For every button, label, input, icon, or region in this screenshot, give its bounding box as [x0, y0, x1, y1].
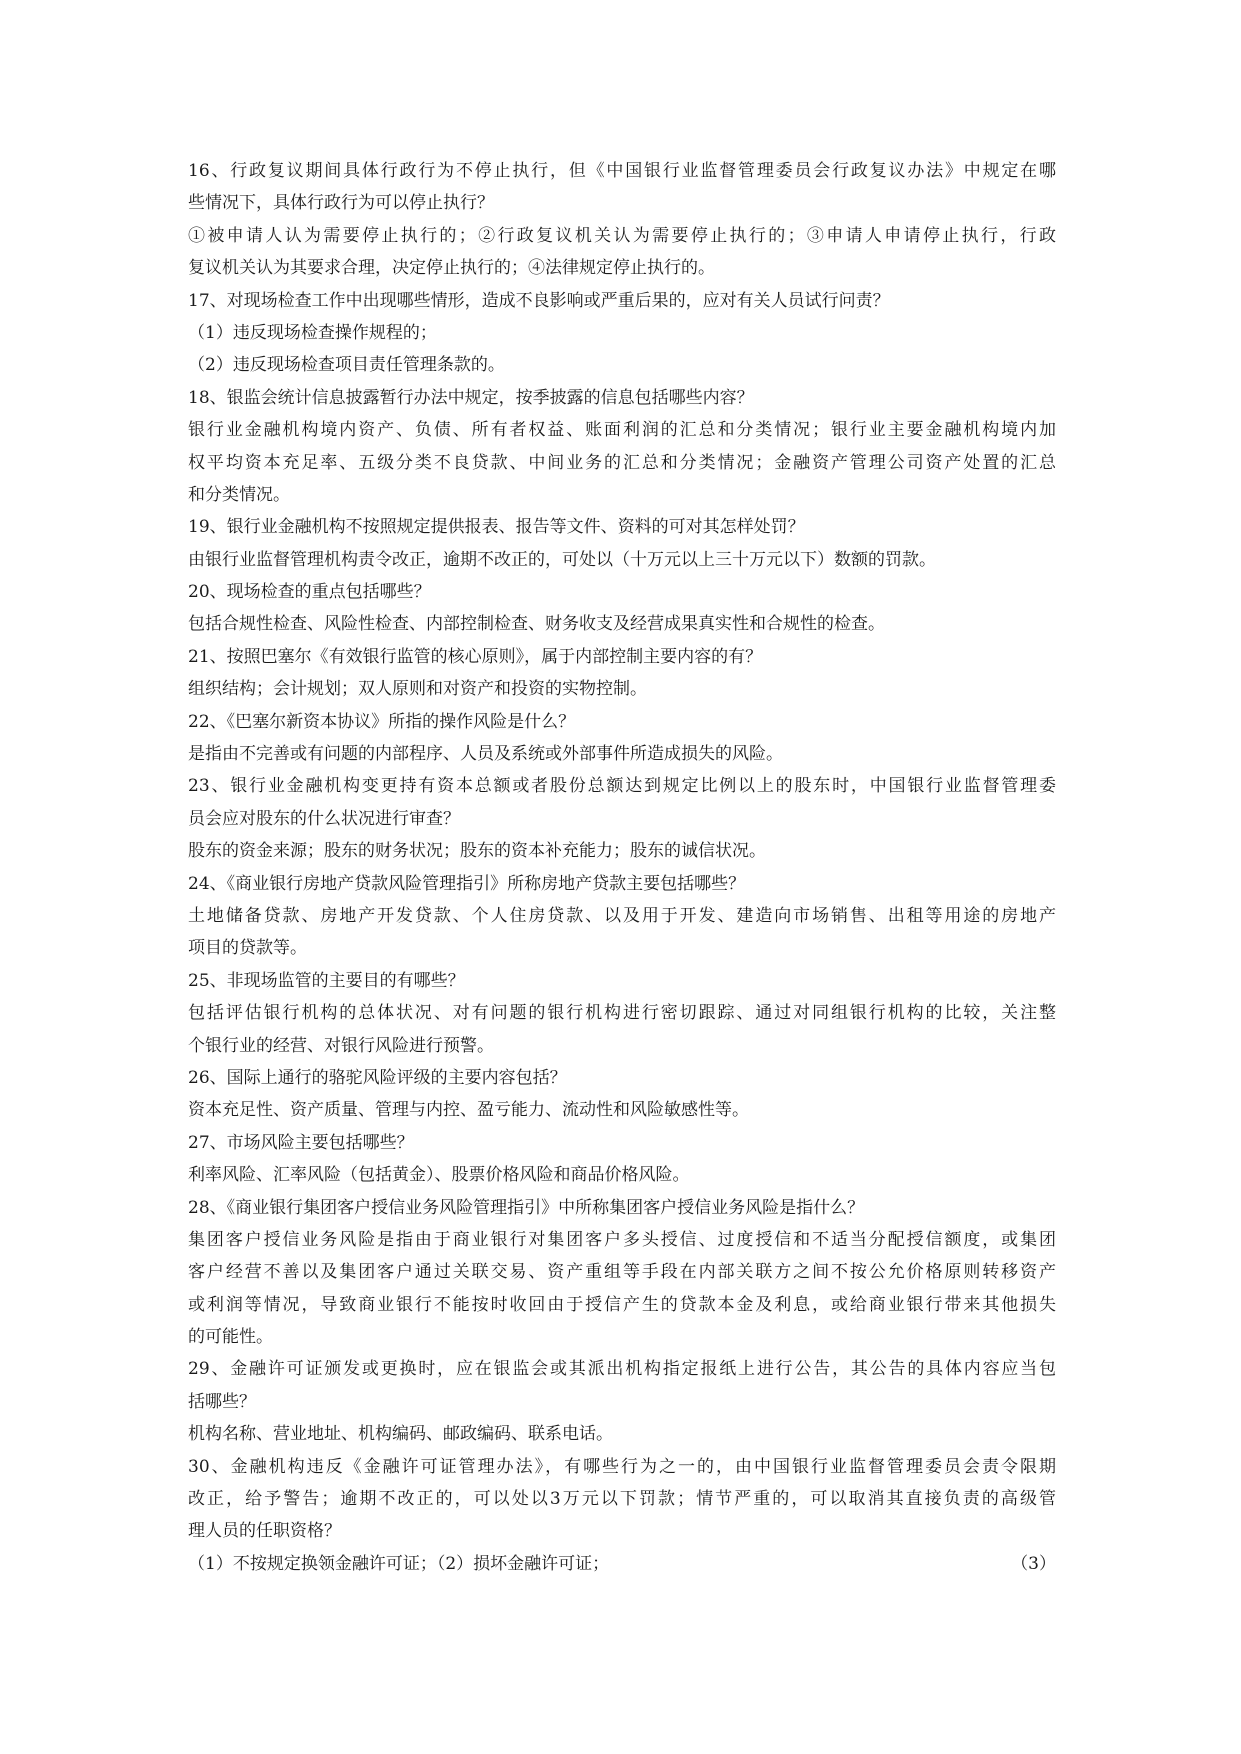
text-line: 股东的资金来源；股东的财务状况；股东的资本补充能力；股东的诚信状况。	[188, 841, 766, 862]
text-line: 16、行政复议期间具体行政行为不停止执行，但《中国银行业监督管理委员会行政复议办法》中规定在哪	[188, 161, 1056, 181]
text-line: 资本充足性、资产质量、管理与内控、盈亏能力、流动性和风险敏感性等。	[188, 1100, 749, 1121]
text-line-split	[188, 1548, 1056, 1580]
text-line: 项目的贷款等。	[188, 938, 307, 959]
text-line: 29、金融许可证颁发或更换时，应在银监会或其派出机构指定报纸上进行公告，其公告的具体内容应当包	[188, 1359, 1056, 1380]
text-line-right: （3）	[1011, 1553, 1056, 1574]
text-line: 21、按照巴塞尔《有效银行监管的核心原则》，属于内部控制主要内容的有？	[188, 646, 763, 667]
text-line: 或利润等情况，导致商业银行不能按时收回由于授信产生的贷款本金及利息，或给商业银行带来其他损失	[188, 1294, 1056, 1315]
text-line: 银行业金融机构境内资产、负债、所有者权益、账面利润的汇总和分类情况；银行业主要金融机构境内加	[188, 420, 1056, 441]
text-line: 25、非现场监管的主要目的有哪些？	[188, 970, 465, 991]
text-line: 30、金融机构违反《金融许可证管理办法》，有哪些行为之一的，由中国银行业监督管理委员会责令限期	[188, 1456, 1056, 1477]
text-line: 19、银行业金融机构不按照规定提供报表、报告等文件、资料的可对其怎样处罚？	[188, 517, 805, 538]
text-line: 18、银监会统计信息披露暂行办法中规定，按季披露的信息包括哪些内容？	[188, 387, 754, 408]
text-line: 23、银行业金融机构变更持有资本总额或者股份总额达到规定比例以上的股东时，中国银行业监督管理委	[188, 776, 1056, 797]
text-line: 22、《巴塞尔新资本协议》所指的操作风险是什么？	[188, 711, 576, 732]
text-line: 改正，给予警告；逾期不改正的，可以处以3万元以下罚款；情节严重的，可以取消其直接负责的高级管	[188, 1489, 1056, 1510]
text-line: （2）违反现场检查项目责任管理条款的。	[188, 355, 505, 376]
text-line: 17、对现场检查工作中出现哪些情形，造成不良影响或严重后果的，应对有关人员试行问责？	[188, 290, 890, 311]
text-line: 客户经营不善以及集团客户通过关联交易、资产重组等手段在内部关联方之间不按公允价格原则转移资产	[188, 1262, 1056, 1283]
text-line: 机构名称、营业地址、机构编码、邮政编码、联系电话。	[188, 1424, 613, 1445]
text-line: 24、《商业银行房地产贷款风险管理指引》所称房地产贷款主要包括哪些？	[188, 873, 746, 894]
text-line: 28、《商业银行集团客户授信业务风险管理指引》中所称集团客户授信业务风险是指什么？	[188, 1197, 865, 1218]
text-line: 集团客户授信业务风险是指由于商业银行对集团客户多头授信、过度授信和不适当分配授信额度，或集团	[188, 1229, 1056, 1250]
text-line: 包括评估银行机构的总体状况、对有问题的银行机构进行密切跟踪、通过对同组银行机构的比较，关注整	[188, 1003, 1056, 1024]
text-line: 26、国际上通行的骆驼风险评级的主要内容包括？	[188, 1067, 567, 1088]
document-page	[188, 155, 1056, 1580]
text-line: 20、现场检查的重点包括哪些？	[188, 582, 431, 603]
text-line: 包括合规性检查、风险性检查、内部控制检查、财务收支及经营成果真实性和合规性的检查。	[188, 614, 885, 635]
text-line: （1）违反现场检查操作规程的；	[188, 322, 437, 343]
text-line: 理人员的任职资格？	[188, 1521, 341, 1542]
text-line: 27、市场风险主要包括哪些？	[188, 1132, 414, 1153]
text-line: 的可能性。	[188, 1327, 273, 1348]
text-line: 土地储备贷款、房地产开发贷款、个人住房贷款、以及用于开发、建造向市场销售、出租等用途的房地产	[188, 905, 1056, 926]
text-line: 个银行业的经营、对银行风险进行预警。	[188, 1035, 494, 1056]
text-line: 由银行业监督管理机构责令改正，逾期不改正的，可处以（十万元以上三十万元以下）数额的罚款。	[188, 549, 936, 570]
text-line: 复议机关认为其要求合理，决定停止执行的；④法律规定停止执行的。	[188, 258, 715, 279]
text-line: 权平均资本充足率、五级分类不良贷款、中间业务的汇总和分类情况；金融资产管理公司资产处置的汇总	[188, 452, 1056, 473]
text-line-left: （1）不按规定换领金融许可证；（2）损坏金融许可证；	[188, 1553, 610, 1574]
text-line: 和分类情况。	[188, 484, 290, 505]
text-line: 组织结构；会计规划；双人原则和对资产和投资的实物控制。	[188, 679, 647, 700]
text-line: 括哪些？	[188, 1391, 256, 1412]
text-line: ①被申请人认为需要停止执行的；②行政复议机关认为需要停止执行的；③申请人申请停止执行，行政	[188, 225, 1056, 246]
text-line: 是指由不完善或有问题的内部程序、人员及系统或外部事件所造成损失的风险。	[188, 744, 783, 765]
text-line: 员会应对股东的什么状况进行审查？	[188, 808, 460, 829]
text-line: 利率风险、汇率风险（包括黄金）、股票价格风险和商品价格风险。	[188, 1165, 690, 1186]
text-line: 些情况下，具体行政行为可以停止执行？	[188, 193, 494, 214]
